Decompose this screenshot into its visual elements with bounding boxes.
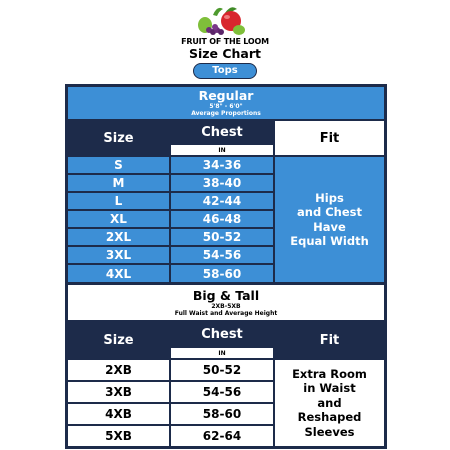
fruit-logo-icon xyxy=(195,3,247,37)
regular-chest-header: Chest xyxy=(171,121,273,144)
big-tall-size-3xb: 3XB xyxy=(68,382,169,402)
regular-fit-line: and Chest xyxy=(297,205,362,219)
regular-chest-m: 38-40 xyxy=(171,175,273,191)
big-tall-fit-header: Fit xyxy=(275,322,384,358)
regular-fit-line: Equal Width xyxy=(290,234,369,248)
regular-size-3xl: 3XL xyxy=(68,247,169,263)
big-tall-fit-line: and xyxy=(317,395,342,410)
big-tall-size-5xb: 5XB xyxy=(68,426,169,446)
regular-size-m: M xyxy=(68,175,169,191)
big-tall-fit-line: in Waist xyxy=(303,381,356,396)
regular-chest-4xl: 58-60 xyxy=(171,265,273,282)
regular-size-header: Size xyxy=(68,121,169,155)
big-tall-size-2xb: 2XB xyxy=(68,360,169,380)
regular-fit-header: Fit xyxy=(275,121,384,155)
regular-size-2xl: 2XL xyxy=(68,229,169,245)
big-tall-size-range: 2XB-5XB xyxy=(211,302,241,310)
big-tall-chest-5xb: 62-64 xyxy=(171,426,273,446)
page-title: Size Chart xyxy=(188,46,262,61)
big-tall-chest-4xb: 58-60 xyxy=(171,404,273,424)
regular-size-l: L xyxy=(68,193,169,209)
regular-proportions: Average Proportions xyxy=(191,110,261,117)
big-tall-description: Full Waist and Average Height xyxy=(174,309,278,317)
regular-fit-description xyxy=(275,157,384,282)
regular-chest-l: 42-44 xyxy=(171,193,273,209)
big-tall-fit-line: Extra Room xyxy=(292,366,367,381)
big-tall-fit-description xyxy=(275,360,384,446)
big-tall-chest-3xb: 54-56 xyxy=(171,382,273,402)
regular-unit-label: IN xyxy=(171,145,273,155)
big-tall-section-header xyxy=(68,285,384,320)
big-tall-chest-2xb: 50-52 xyxy=(171,360,273,380)
category-badge: Tops xyxy=(193,63,257,79)
big-tall-chest-header: Chest xyxy=(171,322,273,347)
regular-fit-line: Have xyxy=(313,219,346,234)
big-tall-size-4xb: 4XB xyxy=(68,404,169,424)
regular-title: Regular xyxy=(198,88,254,103)
big-tall-title: Big & Tall xyxy=(192,287,260,303)
big-tall-size-header: Size xyxy=(68,322,169,358)
regular-chest-2xl: 50-52 xyxy=(171,229,273,245)
brand-name: FRUIT OF THE LOOM xyxy=(181,37,269,46)
regular-chest-s: 34-36 xyxy=(171,157,273,173)
regular-height-range: 5'8" - 6'0" xyxy=(209,103,243,110)
regular-section-header xyxy=(68,87,384,119)
big-tall-unit-label: IN xyxy=(171,348,273,358)
big-tall-fit-line: Reshaped xyxy=(297,410,362,425)
regular-chest-xl: 46-48 xyxy=(171,211,273,227)
regular-chest-3xl: 54-56 xyxy=(171,247,273,263)
size-chart-table xyxy=(65,84,387,449)
big-tall-fit-line: Sleeves xyxy=(304,424,355,439)
regular-size-s: S xyxy=(68,157,169,173)
regular-size-4xl: 4XL xyxy=(68,265,169,282)
regular-size-xl: XL xyxy=(68,211,169,227)
regular-fit-line: Hips xyxy=(315,190,344,205)
